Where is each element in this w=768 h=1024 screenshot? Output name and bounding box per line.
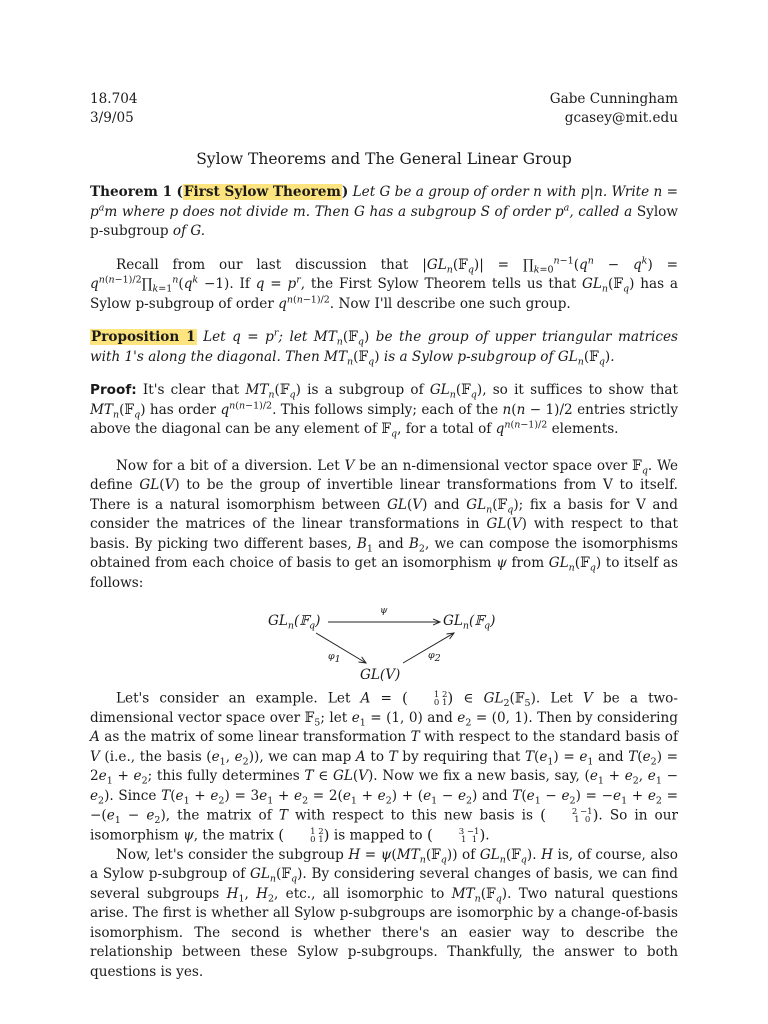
diagram-label-phi1: $\varphi_1$ bbox=[328, 651, 341, 665]
proposition-label-highlight: Proposition 1 bbox=[91, 329, 196, 345]
proof-label: Proof: bbox=[90, 382, 137, 398]
diagram-node-top-left: $GL_n(𝔽_q)$ bbox=[268, 613, 321, 632]
phi1-arrow bbox=[316, 633, 366, 663]
diagram-label-phi2: $\varphi_2$ bbox=[428, 650, 441, 664]
theorem-1: Theorem 1 (First Sylow Theorem) Let G be a group of order n with p|n. Write $n = p^am$ where p does not divide m. Then G has a subgroup S of order $p^a$, called a Sylow p-subgroup of G. bbox=[90, 184, 678, 239]
diversion-paragraph: Now for a bit of a diversion. Let V be an n-dimensional vector space over 𝔽$_q$. We define GL(V) to be the group of invertible linear transformations from V to itself. There is a natural isomorphism between GL(V) and $GL_n(𝔽_q)$; fix a basis for V and consider the matrices of the linear transformations in GL(V) with respect to that basis. By picking two different bases, $B_1$ and $B_2$, we can compose the isomorphisms obtained from each choice of basis to get an isomorphism ψ from $GL_n(𝔽_q)$ to itself as follows: bbox=[90, 457, 679, 591]
sylow-subgroup-paragraph: Now, let's consider the subgroup $H = \psi(MT_n(𝔽_q))$ of $GL_n(𝔽_q)$. H is, of course, also a Sylow p-subgroup of $GL_n(𝔽_q)$. By considering several changes of basis, we can find several subgroups $H_1$, $H_2$, etc., all isomorphic to $MT_n(𝔽_q)$. Two natural questions arise. The first is whether all Sylow p-subgroups are isomorphic by a change-of-basis isomorphism. The second is whether there's an easier way to describe the relationship between these Sylow p-subgroups. Thankfully, the answer to both questions is yes. bbox=[90, 846, 678, 980]
page-title: Sylow Theorems and The General Linear Group bbox=[196, 150, 572, 168]
diagram-node-top-right: $GL_n(𝔽_q)$ bbox=[443, 613, 496, 632]
diagram-node-bottom: GL(V) bbox=[360, 667, 401, 683]
proof-paragraph: Proof: It's clear that $MT_n(𝔽_q)$ is a subgroup of $GL_n(𝔽_q)$, so it suffices to show that $MT_n(𝔽_q)$ has order $q^{n(n-1)/2}$. This follows simply; each of the n(n − 1)/2 entries strictly above the diagonal can be any element of 𝔽$_q$, for a total of $q^{n(n-1)/2}$ elements. bbox=[90, 382, 679, 440]
recall-paragraph: Recall from our last discussion that $|GL_n(𝔽_q)|$ = $\prod_{k=0}^{n-1}(q^n - q^k)$ = $q^{n(n-1)/2}\prod_{k=1}^n(q^k -1)$. If $q = p^r$, the First Sylow Theorem tells us that $GL_n(𝔽_q)$ has a Sylow p-subgroup of order $q^{n(n-1)/2}$. Now I'll describe one such group. bbox=[90, 254, 678, 312]
header-right bbox=[550, 90, 678, 128]
theorem-label: Theorem 1 bbox=[90, 184, 173, 200]
header-left bbox=[90, 90, 138, 128]
example-paragraph: Let's consider an example. Let A = ( 1 2 0 1 ) ∈ $GL_2(𝔽_5)$. Let V be a two-dimensional vector space over 𝔽$_5$; let $e_1 = (1$, 0) and $e_2 = (0$, 1). Then by considering A as the matrix of some linear transformation T with respect to the standard basis of V (i.e., the basis ($e_1$, $e_2$)), we can map A to T by requiring that $T(e_1) = e_1$ and $T(e_2) = 2e_1 + e_2$; this fully determines T ∈ GL(V). Now we fix a new basis, say, ($e_1 + e_2$, $e_1 - e_2$). Since $T(e_1 + e_2) = 3e_1 + e_2 = 2(e_1 + e_2) + (e_1 - e_2)$ and $T(e_1 - e_2) = -e_1 + e_2 = -(e_1 - e_2)$, the matrix of T with respect to this new basis is ( 2 −1 1 0 ). So in our isomorphism ψ, the matrix ( 1 2 0 1 ) is mapped to ( 3 −1 1 1 ). bbox=[90, 689, 679, 845]
author-email: gcasey@mit.edu bbox=[564, 110, 678, 126]
proposition-1: Proposition 1 Let $q = p^r$; let $MT_n(𝔽_q)$ be the group of upper triangular matrices with 1's along the diagonal. Then $MT_n(𝔽_q)$ is a Sylow p-subgroup of $GL_n(𝔽_q)$. bbox=[90, 327, 678, 368]
page bbox=[90, 90, 678, 982]
header bbox=[90, 90, 678, 128]
theorem-name-highlight: First Sylow Theorem bbox=[183, 184, 341, 200]
date: 3/9/05 bbox=[90, 110, 134, 126]
course-number: 18.704 bbox=[90, 91, 138, 107]
diagram-label-psi: ψ bbox=[380, 605, 388, 616]
commutative-diagram bbox=[90, 605, 678, 683]
author-name: Gabe Cunningham bbox=[549, 91, 678, 107]
